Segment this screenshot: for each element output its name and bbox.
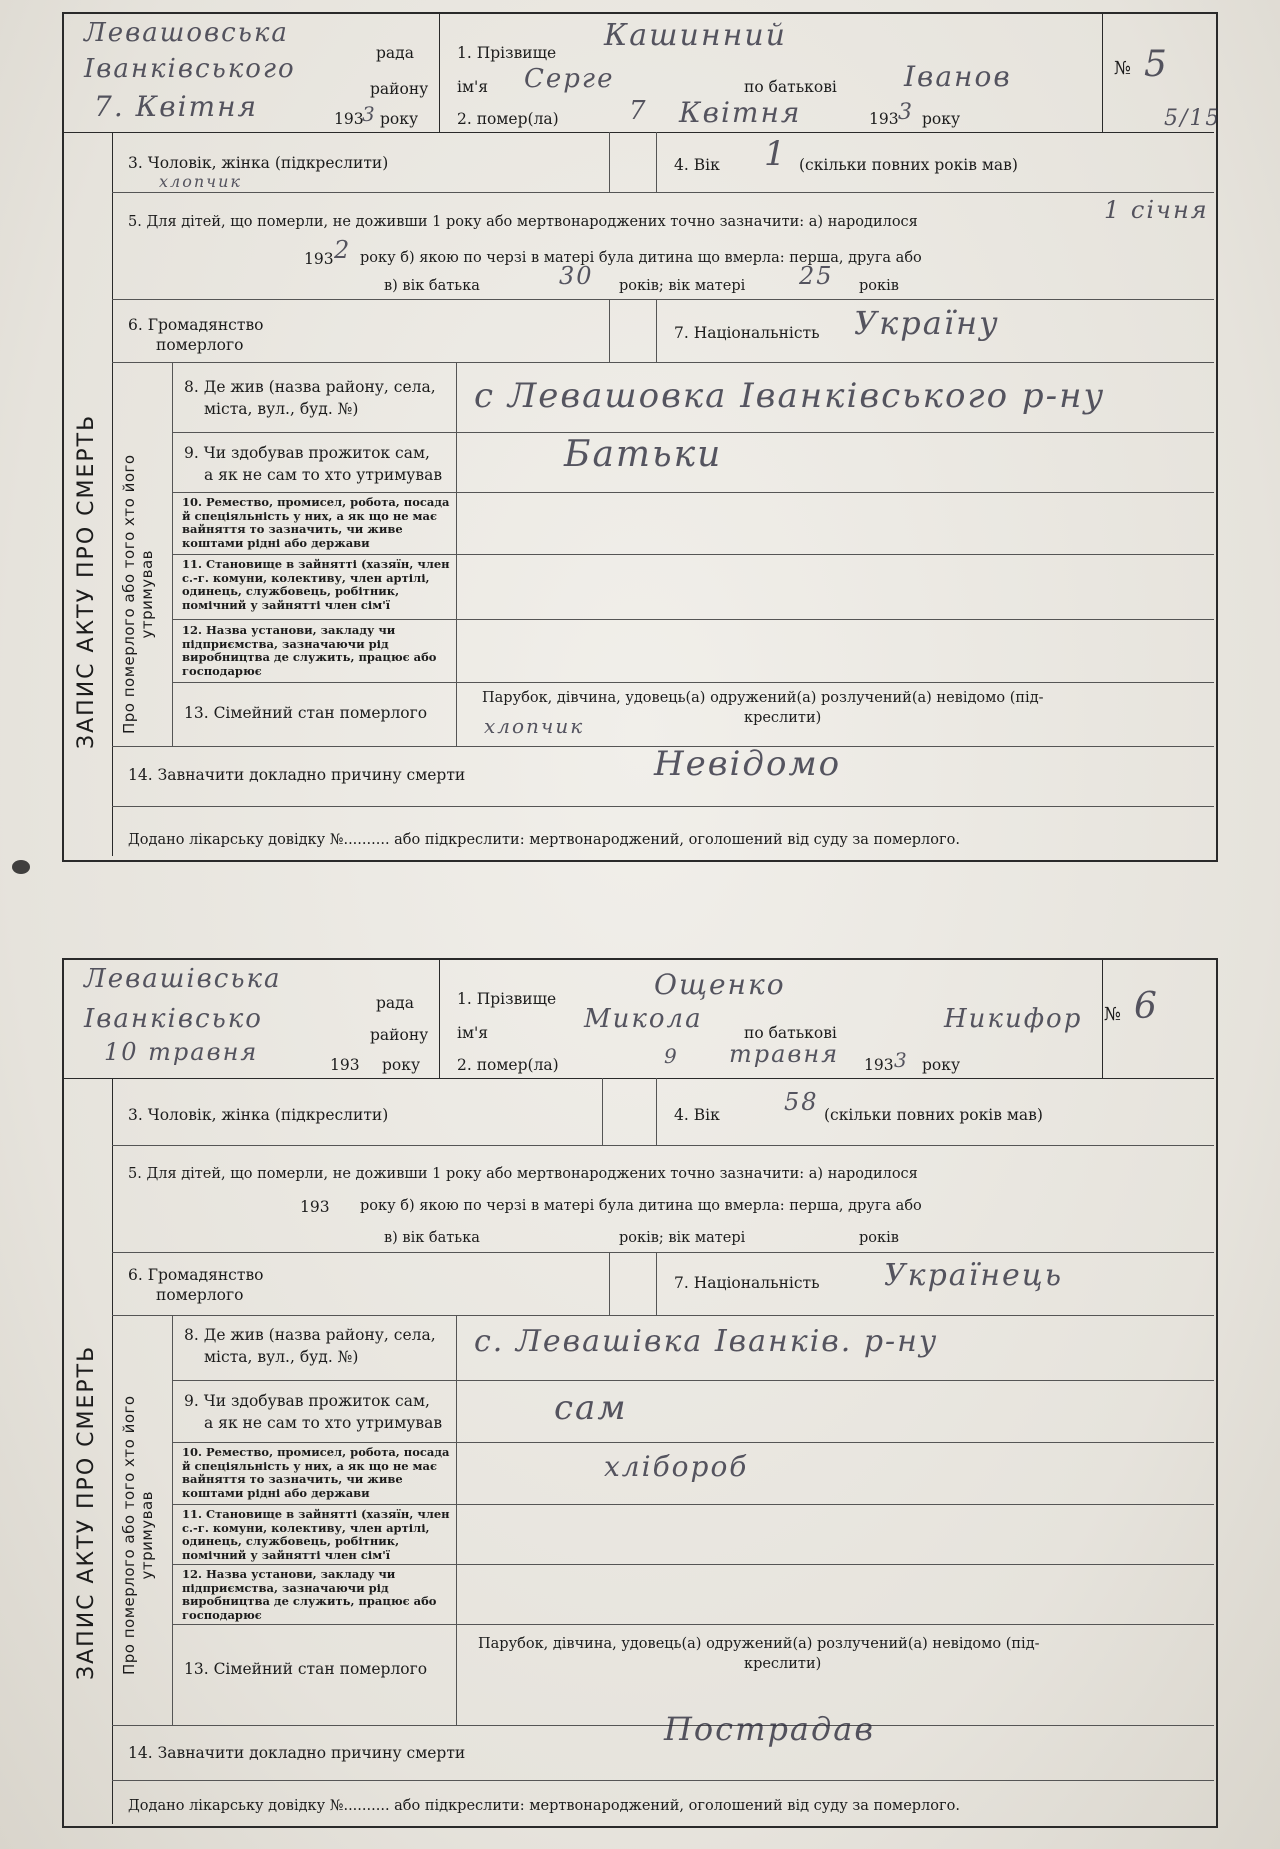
child-info-roky: років [859,1230,899,1246]
side-title: ЗАПИС АКТУ ПРО СМЕРТЬ [74,413,99,749]
family-status-options-2: креслити) [744,1656,822,1672]
surname-value: Ощенко [654,968,786,1001]
citizenship-label-2: померлого [156,336,244,354]
rada-value: Левашовська [84,18,289,48]
number-sign: № [1114,58,1132,79]
registration-date-value: 10 травня [104,1038,259,1066]
support-label-2: а як не сам то хто утримував [204,1414,443,1432]
age-value: 58 [784,1088,819,1116]
death-year-prefix: 193 [869,110,899,128]
death-roku-label: року [922,1056,961,1074]
occupation-value: хлібороб [604,1450,749,1483]
nationality-label: 7. Національність [674,324,820,342]
year-prefix: 193 [330,1056,360,1074]
child-info-father: в) вік батька [384,1230,480,1246]
father-age-value: 30 [559,262,594,290]
institution-label: 12. Назва установи, закладу чи підприємства, зазначаючи рід виробництва де служить, працює або господарює [182,623,437,678]
name-value: Микола [584,1004,703,1034]
side-title: ЗАПИС АКТУ ПРО СМЕРТЬ [74,1344,99,1680]
residence-label-1: 8. Де жив (назва району, села, [184,1326,436,1344]
death-day-value: 9 [664,1044,679,1068]
side-subtitle [120,1395,156,1675]
family-status-options-2: креслити) [744,710,822,726]
sex-value: хлопчик [159,172,242,191]
birth-value: 1 січня [1104,196,1209,224]
age-label: 4. Вік [674,156,720,174]
record-number: 6 [1134,986,1159,1027]
age-hint: (скільки повних років мав) [824,1106,1043,1124]
family-status-value: хлопчик [484,714,585,738]
surname-label: 1. Прізвище [457,990,557,1008]
family-status-options-1: Парубок, дівчина, удовець(а) одружений(а) розлучений(а) невідомо (під- [482,690,1044,706]
record-number: 5 [1144,44,1169,85]
residence-label-2: міста, вул., буд. №) [204,400,359,418]
rayon-value: Іванківсько [84,1004,263,1034]
occupation-label: 10. Ремество, промисел, робота, посада й спеціяльність у них, а як що не має вайняття то зазначить, чи живе коштами рідні або держави [182,1445,450,1500]
patronymic-value: Никифор [944,1004,1083,1034]
nationality-value: Українець [884,1258,1064,1293]
cause-label: 14. Завначити докладно причину смерти [128,766,466,784]
patronymic-label: по батькові [744,78,837,96]
margin-note: 5/15 [1164,106,1222,131]
family-status-options-1: Парубок, дівчина, удовець(а) одружений(а) розлучений(а) невідомо (під- [478,1636,1040,1652]
ink-stain [12,860,30,874]
support-label-1: 9. Чи здобував прожиток сам, [184,1392,430,1410]
side-subtitle-line1: Про померлого або того хто його [120,1395,138,1675]
patronymic-label: по батькові [744,1024,837,1042]
sex-label: 3. Чоловік, жінка (підкреслити) [128,1106,389,1124]
rayon-label: району [370,80,429,98]
support-value: Батьки [564,434,723,475]
family-status-label: 13. Сімейний стан померлого [184,1660,428,1678]
family-status-label: 13. Сімейний стан померлого [184,704,428,722]
cause-value: Пострадав [664,1710,875,1748]
name-label: ім'я [457,1024,489,1042]
death-month-value: травня [729,1040,840,1068]
nationality-label: 7. Національність [674,1274,820,1292]
support-value: сам [554,1388,628,1428]
death-year-digit: 3 [898,100,914,125]
year-prefix: 193 [334,110,364,128]
patronymic-value: Іванов [904,60,1012,93]
age-value: 1 [764,134,788,174]
surname-value: Кашинний [604,18,788,53]
age-label: 4. Вік [674,1106,720,1124]
died-label: 2. помер(ла) [457,110,559,128]
side-subtitle-line2: утримував [138,550,156,639]
registration-date-value: 7. Квітня [94,90,259,123]
death-year-prefix: 193 [864,1056,894,1074]
death-roku-label: року [922,110,961,128]
death-year-digit: 3 [894,1048,909,1072]
birth-year-prefix: 193 [304,250,334,268]
citizenship-label-1: 6. Громадянство [128,316,264,334]
residence-label-2: міста, вул., буд. №) [204,1348,359,1366]
name-value: Серге [524,64,615,94]
death-record-form-2 [62,958,1218,1828]
age-hint: (скільки повних років мав) [799,156,1018,174]
number-sign: № [1104,1004,1122,1025]
side-subtitle-line1: Про померлого або того хто його [120,454,138,734]
child-info-line1: 5. Для дітей, що померли, не доживши 1 року або мертвонароджених точно зазначити: а) народилося [128,1166,918,1182]
support-label-2: а як не сам то хто утримував [204,466,443,484]
birth-year-prefix: 193 [300,1198,330,1216]
rayon-label: району [370,1026,429,1044]
surname-label: 1. Прізвище [457,44,557,62]
sex-label: 3. Чоловік, жінка (підкреслити) [128,154,389,172]
side-subtitle-line2: утримував [138,1491,156,1580]
rada-value: Левашівська [84,964,282,994]
position-label: 11. Становище в зайнятті (хазяїн, член с.-г. комуни, колективу, член артілі, одинець, службовець, робітник, помічний у зайнятті член сім'ї [182,557,450,612]
name-label: ім'я [457,78,489,96]
rada-label: рада [376,994,414,1012]
side-subtitle [120,454,156,734]
institution-label: 12. Назва установи, закладу чи підприємства, зазначаючи рід виробництва де служить, працює або господарює [182,1567,437,1622]
birth-year-value: 2 [334,236,352,264]
child-info-line2: року б) якою по черзі в матері була дитина що вмерла: перша, друга або [360,250,922,266]
residence-value: с Левашовка Іванківського р-ну [474,376,1106,416]
child-info-line2: року б) якою по черзі в матері була дитина що вмерла: перша, друга або [360,1198,922,1214]
cause-value: Невідомо [654,744,842,784]
roku-label: року [382,1056,421,1074]
footer-text: Додано лікарську довідку №.......... або підкреслити: мертвонароджений, оголошений від суду за померлого. [128,1798,960,1814]
death-record-form-1 [62,12,1222,862]
child-info-line1: 5. Для дітей, що померли, не доживши 1 року або мертвонароджених точно зазначити: а) народилося [128,214,918,230]
rada-label: рада [376,44,414,62]
child-info-father: в) вік батька [384,278,480,294]
position-label: 11. Становище в зайнятті (хазяїн, член с.-г. комуни, колективу, член артілі, одинець, службовець, робітник, помічний у зайнятті член сім'ї [182,1507,450,1562]
support-label-1: 9. Чи здобував прожиток сам, [184,444,430,462]
death-month-value: Квітня [679,96,802,129]
residence-label-1: 8. Де жив (назва району, села, [184,378,436,396]
citizenship-label-2: померлого [156,1286,244,1304]
child-info-mother: років; вік матері [619,278,746,294]
cause-label: 14. Завначити докладно причину смерти [128,1744,466,1762]
year-digit-value: 3 [362,102,377,126]
child-info-mother: років; вік матері [619,1230,746,1246]
died-label: 2. помер(ла) [457,1056,559,1074]
child-info-roky: років [859,278,899,294]
mother-age-value: 25 [799,262,834,290]
occupation-label: 10. Ремество, промисел, робота, посада й спеціяльність у них, а як що не має вайняття то зазначить, чи живе коштами рідні або держави [182,495,450,550]
rayon-value: Іванківського [84,54,296,84]
nationality-value: Україну [854,304,1000,342]
death-day-value: 7 [629,96,648,126]
citizenship-label-1: 6. Громадянство [128,1266,264,1284]
roku-label: року [380,110,419,128]
residence-value: с. Левашівка Іванків. р-ну [474,1324,939,1359]
footer-text: Додано лікарську довідку №.......... або підкреслити: мертвонароджений, оголошений від суду за померлого. [128,832,960,848]
